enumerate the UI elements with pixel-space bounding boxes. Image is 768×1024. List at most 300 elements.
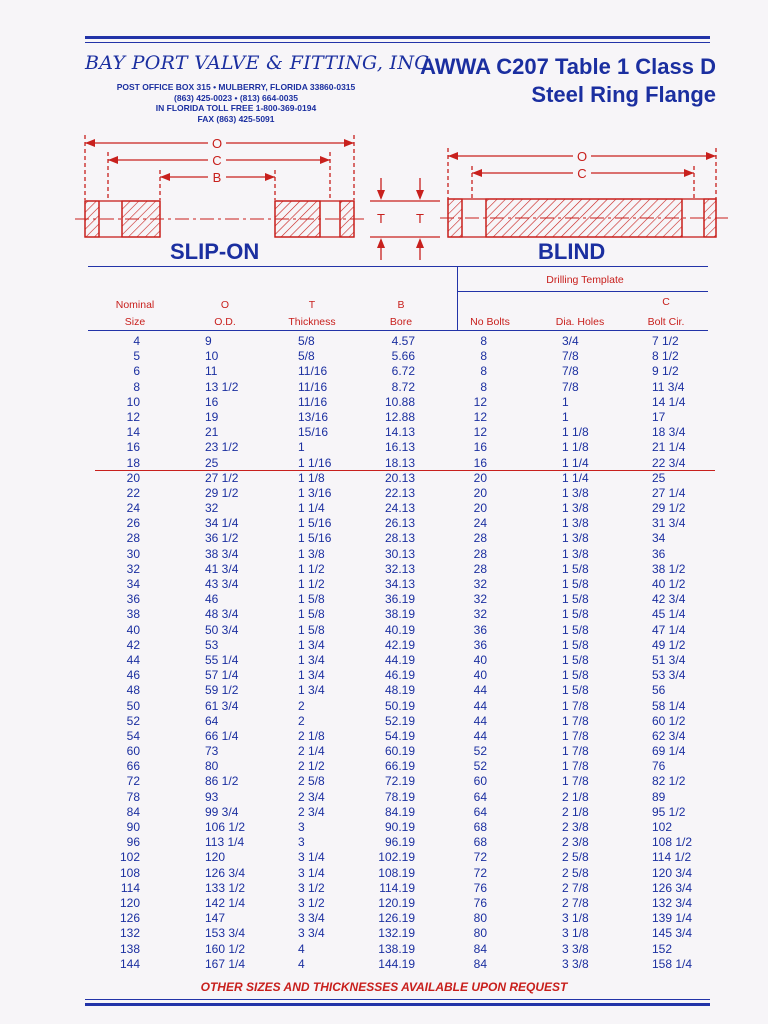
cell-thickness: 4: [298, 956, 305, 971]
column-nominal-size: [110, 334, 140, 972]
cell-bore: 66.19: [384, 759, 415, 774]
dim-c-label: C: [212, 153, 222, 168]
table-top-rule: [88, 266, 708, 267]
cell-no-bolts: 28: [473, 546, 487, 561]
cell-bolt-circle: 51 3/4: [652, 652, 686, 667]
cell-size: 14: [126, 425, 140, 440]
cell-bore: 72.19: [384, 774, 415, 789]
cell-bolt-circle: 29 1/2: [652, 501, 686, 516]
cell-bolt-circle: 152: [652, 941, 673, 956]
drilling-template-header: Drilling Template: [546, 274, 624, 286]
cell-bolt-circle: 126 3/4: [652, 880, 693, 895]
cell-bolt-circle: 89: [652, 789, 666, 804]
cell-bore: 50.19: [384, 698, 415, 713]
cell-thickness: 15/16: [298, 425, 329, 440]
cell-od: 25: [205, 455, 219, 470]
cell-od: 13 1/2: [205, 379, 239, 394]
cell-od: 16: [205, 394, 219, 409]
cell-no-bolts: 8: [480, 349, 487, 364]
cell-bolt-circle: 18 3/4: [652, 425, 686, 440]
cell-dia-holes: 1 7/8: [562, 728, 589, 743]
cell-no-bolts: 16: [473, 440, 487, 455]
cell-od: 80: [205, 759, 219, 774]
cell-size: 42: [126, 637, 140, 652]
cell-size: 8: [133, 379, 140, 394]
cell-size: 38: [126, 607, 140, 622]
cell-thickness: 1 1/8: [298, 470, 325, 485]
cell-no-bolts: 52: [473, 759, 487, 774]
cell-bore: 78.19: [384, 789, 415, 804]
cell-thickness: 3: [298, 835, 305, 850]
cell-bore: 44.19: [384, 652, 415, 667]
table-header-rule: [88, 330, 708, 331]
cell-thickness: 4: [298, 941, 305, 956]
cell-dia-holes: 2 3/8: [562, 835, 589, 850]
cell-bolt-circle: 42 3/4: [652, 592, 686, 607]
cell-dia-holes: 1 3/8: [562, 485, 589, 500]
cell-dia-holes: 2 7/8: [562, 880, 589, 895]
cell-dia-holes: 1 5/8: [562, 577, 589, 591]
cell-size: 144: [119, 956, 140, 971]
cell-size: 10: [126, 394, 140, 409]
cell-bolt-circle: 47 1/4: [652, 622, 686, 637]
cell-bolt-circle: 27 1/4: [652, 485, 686, 500]
cell-od: 36 1/2: [205, 531, 239, 546]
cell-bolt-circle: 102: [652, 820, 673, 834]
cell-size: 120: [119, 895, 140, 910]
cell-no-bolts: 80: [473, 926, 487, 941]
cell-bore: 108.19: [378, 865, 415, 880]
cell-size: 24: [126, 501, 140, 516]
cell-dia-holes: 1 7/8: [562, 744, 589, 759]
cell-no-bolts: 72: [473, 850, 487, 865]
cell-od: 86 1/2: [205, 774, 239, 789]
column-no-bolts: [465, 334, 487, 972]
cell-no-bolts: 12: [473, 409, 487, 424]
cell-bore: 90.19: [384, 820, 415, 834]
page-title: AWWA C207 Table 1 Class D: [420, 54, 716, 79]
cell-no-bolts: 44: [473, 698, 487, 713]
cell-size: 30: [126, 546, 140, 561]
cell-bolt-circle: 36: [652, 546, 666, 561]
cell-dia-holes: 1 5/8: [562, 561, 589, 576]
cell-thickness: 2 3/4: [298, 804, 325, 819]
cell-no-bolts: 36: [473, 622, 487, 637]
cell-od: 11: [205, 364, 218, 379]
cell-thickness: 3 1/2: [298, 895, 325, 910]
cell-thickness: 3 1/4: [298, 865, 325, 880]
cell-no-bolts: 64: [473, 804, 487, 819]
cell-bore: 96.19: [384, 835, 415, 850]
cell-no-bolts: 32: [473, 592, 487, 607]
cell-bolt-circle: 76: [652, 759, 666, 774]
blind-label: BLIND: [538, 239, 606, 264]
cell-bolt-circle: 34: [652, 531, 666, 546]
cell-od: 43 3/4: [205, 577, 239, 591]
cell-bore: 52.19: [384, 713, 415, 728]
cell-dia-holes: 1 5/8: [562, 607, 589, 622]
cell-thickness: 1 5/8: [298, 622, 325, 637]
cell-bolt-circle: 17: [652, 409, 666, 424]
dim-o-label: O: [211, 136, 223, 151]
cell-size: 44: [126, 652, 140, 667]
cell-od: 142 1/4: [205, 895, 246, 910]
cell-thickness: 2 3/4: [298, 789, 325, 804]
cell-bolt-circle: 45 1/4: [652, 607, 686, 622]
address-line: IN FLORIDA TOLL FREE 1-800-369-0194: [155, 103, 317, 113]
cell-no-bolts: 20: [473, 501, 487, 516]
column-thickness: [298, 334, 331, 972]
cell-od: 160 1/2: [205, 941, 246, 956]
cell-od: 153 3/4: [205, 926, 246, 941]
cell-bolt-circle: 56: [652, 683, 666, 698]
cell-size: 48: [126, 683, 140, 698]
cell-bore: 14.13: [384, 425, 415, 440]
cell-bore: 120.19: [378, 895, 415, 910]
cell-size: 40: [126, 622, 140, 637]
cell-thickness: 5/8: [298, 334, 315, 348]
cell-od: 10: [205, 349, 219, 364]
cell-bolt-circle: 120 3/4: [652, 865, 693, 880]
cell-od: 46: [205, 592, 219, 607]
cell-bolt-circle: 95 1/2: [652, 804, 686, 819]
cell-dia-holes: 1 5/8: [562, 668, 589, 683]
cell-size: 126: [119, 911, 140, 926]
cell-size: 72: [126, 774, 140, 789]
cell-od: 106 1/2: [205, 820, 246, 834]
cell-size: 84: [126, 804, 140, 819]
cell-od: 66 1/4: [205, 728, 239, 743]
cell-size: 52: [126, 713, 140, 728]
cell-od: 61 3/4: [205, 698, 239, 713]
cell-od: 41 3/4: [205, 561, 239, 576]
cell-bolt-circle: 82 1/2: [652, 774, 686, 789]
cell-dia-holes: 3/4: [562, 334, 579, 348]
header-dia-holes: Dia. Holes: [555, 316, 605, 328]
cell-bore: 22.13: [384, 485, 415, 500]
cell-dia-holes: 1 3/8: [562, 546, 589, 561]
cell-dia-holes: 1 5/8: [562, 592, 589, 607]
cell-dia-holes: 1 5/8: [562, 622, 589, 637]
cell-no-bolts: 32: [473, 607, 487, 622]
cell-no-bolts: 60: [473, 774, 487, 789]
cell-size: 32: [126, 561, 140, 576]
footer-note: OTHER SIZES AND THICKNESSES AVAILABLE UPON REQUEST: [200, 980, 568, 994]
cell-thickness: 1 1/16: [298, 455, 332, 470]
dim-c-label: C: [577, 166, 587, 181]
cell-bolt-circle: 69 1/4: [652, 744, 686, 759]
cell-dia-holes: 2 1/8: [562, 804, 589, 819]
cell-bore: 42.19: [384, 637, 415, 652]
cell-no-bolts: 80: [473, 911, 487, 926]
cell-size: 138: [119, 941, 140, 956]
cell-bore: 138.19: [378, 941, 415, 956]
dim-b-label: B: [212, 170, 222, 185]
dim-o-label: O: [576, 149, 588, 164]
cell-bolt-circle: 58 1/4: [652, 698, 686, 713]
table-divider: [457, 266, 458, 330]
cell-bore: 40.19: [384, 622, 415, 637]
column-od: [205, 334, 245, 972]
cell-bolt-circle: 158 1/4: [652, 956, 693, 971]
cell-bolt-circle: 31 3/4: [652, 516, 686, 531]
cell-no-bolts: 40: [473, 652, 487, 667]
cell-dia-holes: 3 1/8: [562, 911, 589, 926]
cell-bolt-circle: 139 1/4: [652, 911, 693, 926]
cell-no-bolts: 8: [480, 379, 487, 394]
cell-dia-holes: 7/8: [562, 364, 579, 379]
cell-no-bolts: 12: [473, 425, 487, 440]
cell-od: 9: [205, 334, 212, 348]
cell-od: 55 1/4: [205, 652, 239, 667]
cell-size: 50: [126, 698, 140, 713]
cell-od: 53: [205, 637, 219, 652]
cell-size: 18: [126, 455, 140, 470]
cell-bolt-circle: 11 3/4: [652, 379, 685, 394]
drilling-rule: [458, 291, 708, 292]
cell-thickness: 1 5/8: [298, 607, 325, 622]
cell-bolt-circle: 60 1/2: [652, 713, 686, 728]
cell-od: 64: [205, 713, 219, 728]
dim-t-label: T: [416, 211, 424, 226]
cell-dia-holes: 1 7/8: [562, 698, 589, 713]
cell-thickness: 1 5/16: [298, 516, 332, 531]
header-size: Size: [124, 316, 146, 328]
cell-bore: 12.88: [384, 409, 415, 424]
cell-thickness: 1 3/4: [298, 668, 325, 683]
cell-od: 48 3/4: [205, 607, 239, 622]
cell-thickness: 1 3/8: [298, 546, 325, 561]
cell-dia-holes: 1 1/4: [562, 455, 589, 470]
cell-thickness: 11/16: [298, 394, 328, 409]
cell-od: 120: [205, 850, 226, 865]
cell-dia-holes: 1: [562, 394, 569, 409]
cell-no-bolts: 16: [473, 455, 487, 470]
cell-thickness: 11/16: [298, 379, 328, 394]
cell-no-bolts: 28: [473, 561, 487, 576]
cell-size: 102: [119, 850, 140, 865]
cell-dia-holes: 2 5/8: [562, 865, 589, 880]
cell-bore: 4.57: [391, 334, 415, 348]
cell-bolt-circle: 9 1/2: [652, 364, 679, 379]
cell-no-bolts: 68: [473, 835, 487, 850]
cell-od: 99 3/4: [205, 804, 239, 819]
cell-thickness: 1 1/2: [298, 577, 325, 591]
cell-size: 12: [126, 409, 140, 424]
cell-bore: 60.19: [384, 744, 415, 759]
cell-od: 167 1/4: [205, 956, 246, 971]
cell-thickness: 1 3/16: [298, 485, 332, 500]
cell-bore: 46.19: [384, 668, 415, 683]
cell-dia-holes: 3 3/8: [562, 956, 589, 971]
cell-bore: 8.72: [391, 379, 415, 394]
cell-bolt-circle: 7 1/2: [652, 334, 679, 348]
cell-no-bolts: 36: [473, 637, 487, 652]
cell-size: 20: [126, 470, 140, 485]
column-bore: [375, 334, 415, 972]
flange-diagram: [0, 0, 768, 270]
cell-no-bolts: 52: [473, 744, 487, 759]
cell-od: 21: [205, 425, 219, 440]
cell-thickness: 2 1/4: [298, 744, 325, 759]
cell-od: 27 1/2: [205, 470, 239, 485]
cell-bore: 132.19: [378, 926, 415, 941]
address-line: (863) 425-0023 • (813) 664-0035: [174, 92, 298, 103]
cell-od: 23 1/2: [205, 440, 239, 455]
cell-bolt-circle: 22 3/4: [652, 455, 686, 470]
cell-bore: 38.19: [384, 607, 415, 622]
cell-size: 60: [126, 744, 140, 759]
cell-no-bolts: 20: [473, 485, 487, 500]
header-od-top: O: [220, 299, 230, 311]
cell-thickness: 1 3/4: [298, 637, 325, 652]
cell-dia-holes: 2 1/8: [562, 789, 589, 804]
cell-thickness: 3 1/2: [298, 880, 325, 895]
highlight-line: [95, 470, 715, 471]
cell-size: 28: [126, 531, 140, 546]
cell-size: 36: [126, 592, 140, 607]
cell-bore: 10.88: [384, 394, 415, 409]
cell-thickness: 13/16: [298, 409, 329, 424]
cell-bolt-circle: 62 3/4: [652, 728, 686, 743]
cell-dia-holes: 2 3/8: [562, 820, 589, 834]
cell-bolt-circle: 114 1/2: [652, 850, 692, 865]
cell-thickness: 1 5/8: [298, 592, 325, 607]
cell-thickness: 1 3/4: [298, 683, 325, 698]
cell-od: 29 1/2: [205, 485, 239, 500]
cell-od: 93: [205, 789, 219, 804]
cell-dia-holes: 7/8: [562, 349, 579, 364]
cell-bore: 102.19: [378, 850, 415, 865]
header-t-top: T: [308, 299, 316, 311]
bottom-rule-thin: [85, 999, 710, 1000]
cell-dia-holes: 1 7/8: [562, 759, 589, 774]
cell-od: 133 1/2: [205, 880, 246, 895]
header-c-top: C: [662, 296, 670, 308]
cell-dia-holes: 2 7/8: [562, 895, 589, 910]
bottom-rule-thick: [85, 1003, 710, 1006]
cell-bore: 32.13: [384, 561, 415, 576]
cell-bore: 114.19: [379, 880, 415, 895]
cell-bolt-circle: 108 1/2: [652, 835, 693, 850]
cell-size: 54: [126, 728, 140, 743]
cell-dia-holes: 1 3/8: [562, 516, 589, 531]
cell-dia-holes: 1 3/8: [562, 531, 589, 546]
cell-thickness: 3 3/4: [298, 911, 325, 926]
cell-size: 132: [119, 926, 140, 941]
cell-no-bolts: 44: [473, 683, 487, 698]
cell-dia-holes: 1 1/8: [562, 425, 589, 440]
cell-size: 6: [133, 364, 140, 379]
cell-thickness: 2 1/2: [298, 759, 325, 774]
cell-no-bolts: 72: [473, 865, 487, 880]
header-b-top: B: [397, 299, 405, 311]
cell-bore: 36.19: [384, 592, 415, 607]
cell-od: 147: [205, 911, 226, 926]
cell-dia-holes: 7/8: [562, 379, 579, 394]
cell-bore: 6.72: [391, 364, 415, 379]
slip-on-label: SLIP-ON: [170, 239, 260, 264]
cell-od: 50 3/4: [205, 622, 239, 637]
cell-dia-holes: 3 3/8: [562, 941, 589, 956]
cell-no-bolts: 8: [480, 334, 487, 348]
cell-od: 32: [205, 501, 219, 516]
cell-dia-holes: 1 7/8: [562, 774, 589, 789]
cell-thickness: 2 5/8: [298, 774, 325, 789]
cell-size: 96: [126, 835, 140, 850]
cell-size: 5: [133, 349, 140, 364]
cell-dia-holes: 1 5/8: [562, 652, 589, 667]
header-bolt-circle: Bolt Cir.: [647, 316, 685, 328]
cell-od: 38 3/4: [205, 546, 239, 561]
cell-bolt-circle: 145 3/4: [652, 926, 693, 941]
cell-bolt-circle: 40 1/2: [652, 577, 686, 591]
cell-thickness: 2: [298, 713, 305, 728]
cell-no-bolts: 64: [473, 789, 487, 804]
cell-no-bolts: 24: [473, 516, 487, 531]
cell-thickness: 2: [298, 698, 305, 713]
cell-bolt-circle: 38 1/2: [652, 561, 686, 576]
cell-dia-holes: 3 1/8: [562, 926, 589, 941]
page-subtitle: Steel Ring Flange: [531, 82, 716, 107]
cell-size: 34: [126, 577, 140, 591]
cell-bore: 126.19: [378, 911, 415, 926]
cell-no-bolts: 28: [473, 531, 487, 546]
cell-size: 90: [126, 820, 140, 834]
cell-thickness: 5/8: [298, 349, 315, 364]
cell-no-bolts: 68: [473, 820, 487, 834]
cell-no-bolts: 76: [473, 880, 487, 895]
dim-t-label: T: [377, 211, 385, 226]
cell-od: 57 1/4: [205, 668, 239, 683]
cell-size: 4: [133, 334, 140, 348]
cell-thickness: 1 5/16: [298, 531, 332, 546]
cell-od: 59 1/2: [205, 683, 239, 698]
cell-od: 113 1/4: [205, 835, 245, 850]
cell-no-bolts: 40: [473, 668, 487, 683]
header-size-top: Nominal: [115, 299, 155, 311]
cell-dia-holes: 1 7/8: [562, 713, 589, 728]
cell-bore: 16.13: [384, 440, 415, 455]
cell-bore: 144.19: [378, 956, 415, 971]
cell-bolt-circle: 25: [652, 470, 666, 485]
column-dia-holes: [562, 334, 589, 972]
cell-thickness: 3 1/4: [298, 850, 325, 865]
cell-bolt-circle: 49 1/2: [652, 637, 686, 652]
cell-thickness: 1 1/4: [298, 501, 325, 516]
cell-no-bolts: 32: [473, 577, 487, 591]
column-bolt-circle: [652, 334, 692, 972]
cell-dia-holes: 2 5/8: [562, 850, 589, 865]
cell-bore: 28.13: [384, 531, 415, 546]
cell-size: 46: [126, 668, 140, 683]
cell-bore: 5.66: [391, 349, 415, 364]
cell-od: 126 3/4: [205, 865, 246, 880]
cell-bolt-circle: 14 1/4: [652, 394, 686, 409]
cell-thickness: 11/16: [298, 364, 328, 379]
cell-od: 19: [205, 409, 219, 424]
cell-thickness: 1: [298, 440, 305, 455]
header-no-bolts: No Bolts: [470, 316, 510, 328]
cell-thickness: 3 3/4: [298, 926, 325, 941]
cell-bore: 18.13: [384, 455, 415, 470]
cell-size: 78: [126, 789, 140, 804]
cell-thickness: 2 1/8: [298, 728, 325, 743]
cell-thickness: 1 1/2: [298, 561, 325, 576]
cell-bore: 20.13: [384, 470, 415, 485]
cell-no-bolts: 76: [473, 895, 487, 910]
cell-bolt-circle: 21 1/4: [652, 440, 686, 455]
